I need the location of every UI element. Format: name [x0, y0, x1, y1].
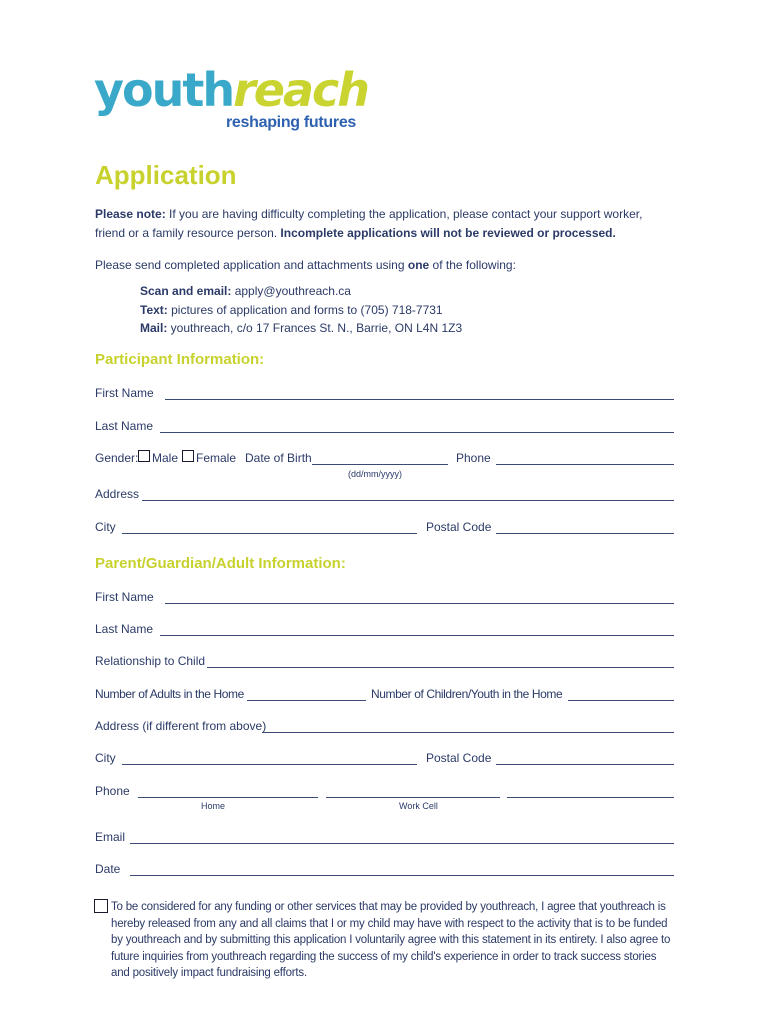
participant-address-label: Address [95, 487, 140, 501]
send-instructions: Please send completed application and attachments using one of the following: [95, 258, 516, 272]
method-text: Text: pictures of application and forms to (705) 718-7731 [140, 302, 443, 317]
participant-address-field[interactable] [142, 500, 674, 501]
participant-last-name-field[interactable] [160, 432, 674, 433]
num-children-label: Number of Children/Youth in the Home [371, 687, 563, 701]
guardian-heading: Parent/Guardian/Adult Information: [95, 555, 346, 572]
guardian-first-name-label: First Name [95, 590, 154, 604]
guardian-postal-field[interactable] [496, 764, 674, 765]
consent-text: To be considered for any funding or other services that may be provided by youthreach, I agree that youthreach is hereby released from any and all claims that I or my child may have with respect to the activity that is to be funded by youthreach and by submitting this application I voluntarily agree with this statement in its entirety. I also agree to future inquiries from youthreach regarding the success of my child's experience in order to track success stories and positively impact fundraising efforts. [111, 901, 671, 979]
gender-label: Gender: [95, 451, 139, 465]
num-adults-label: Number of Adults in the Home [95, 687, 244, 701]
relationship-label: Relationship to Child [95, 654, 206, 668]
guardian-last-name-field[interactable] [160, 635, 674, 636]
male-label: Male [152, 451, 179, 465]
consent-checkbox[interactable] [94, 899, 108, 913]
youthreach-logo [94, 62, 384, 142]
date-label: Date [95, 862, 121, 876]
dob-field[interactable] [312, 464, 448, 465]
guardian-phone-label: Phone [95, 784, 130, 798]
male-checkbox[interactable] [138, 450, 150, 462]
method-email: Scan and email: apply@youthreach.ca [140, 284, 351, 298]
guardian-postal-label: Postal Code [426, 751, 492, 765]
guardian-first-name-field[interactable] [165, 603, 674, 604]
phone-home-field[interactable] [138, 797, 318, 798]
phone-work-cell-hint: Work Cell [399, 801, 438, 811]
phone-cell-field[interactable] [507, 797, 674, 798]
participant-last-name-label: Last Name [95, 419, 154, 433]
logo-wordmark: youthreach [94, 63, 369, 117]
method-mail: Mail: youthreach, c/o 17 Frances St. N., Barrie, ON L4N 1Z3 [140, 321, 463, 335]
participant-first-name-field[interactable] [165, 399, 674, 400]
guardian-address-label: Address (if different from above) [95, 719, 267, 733]
email-label: Email [95, 830, 126, 844]
guardian-city-field[interactable] [122, 764, 417, 765]
participant-city-label: City [95, 520, 116, 534]
participant-first-name-label: First Name [95, 386, 154, 400]
guardian-city-label: City [95, 751, 116, 765]
num-children-field[interactable] [568, 700, 674, 701]
phone-home-hint: Home [201, 801, 226, 811]
participant-heading: Participant Information: [95, 351, 265, 368]
female-label: Female [196, 451, 237, 465]
participant-city-field[interactable] [122, 533, 417, 534]
submission-methods [140, 282, 462, 338]
num-adults-field[interactable] [247, 700, 366, 701]
dob-format-hint: (dd/mm/yyyy) [348, 469, 402, 479]
relationship-field[interactable] [207, 667, 674, 668]
participant-postal-label: Postal Code [426, 520, 492, 534]
email-field[interactable] [130, 843, 674, 844]
note-paragraph: Please note: If you are having difficulty completing the application, please contact your support worker, friend or a family resource person. Incomplete applications will not be reviewed or processed. [95, 207, 643, 240]
dob-label: Date of Birth [245, 451, 312, 465]
phone-work-field[interactable] [326, 797, 500, 798]
participant-postal-field[interactable] [496, 533, 674, 534]
logo-tagline: reshaping futures [226, 114, 357, 131]
participant-phone-label: Phone [456, 451, 491, 465]
female-checkbox[interactable] [182, 450, 194, 462]
participant-phone-field[interactable] [496, 464, 674, 465]
guardian-address-field[interactable] [262, 732, 674, 733]
guardian-last-name-label: Last Name [95, 622, 154, 636]
date-field[interactable] [130, 875, 674, 876]
page-title: Application [95, 160, 237, 190]
